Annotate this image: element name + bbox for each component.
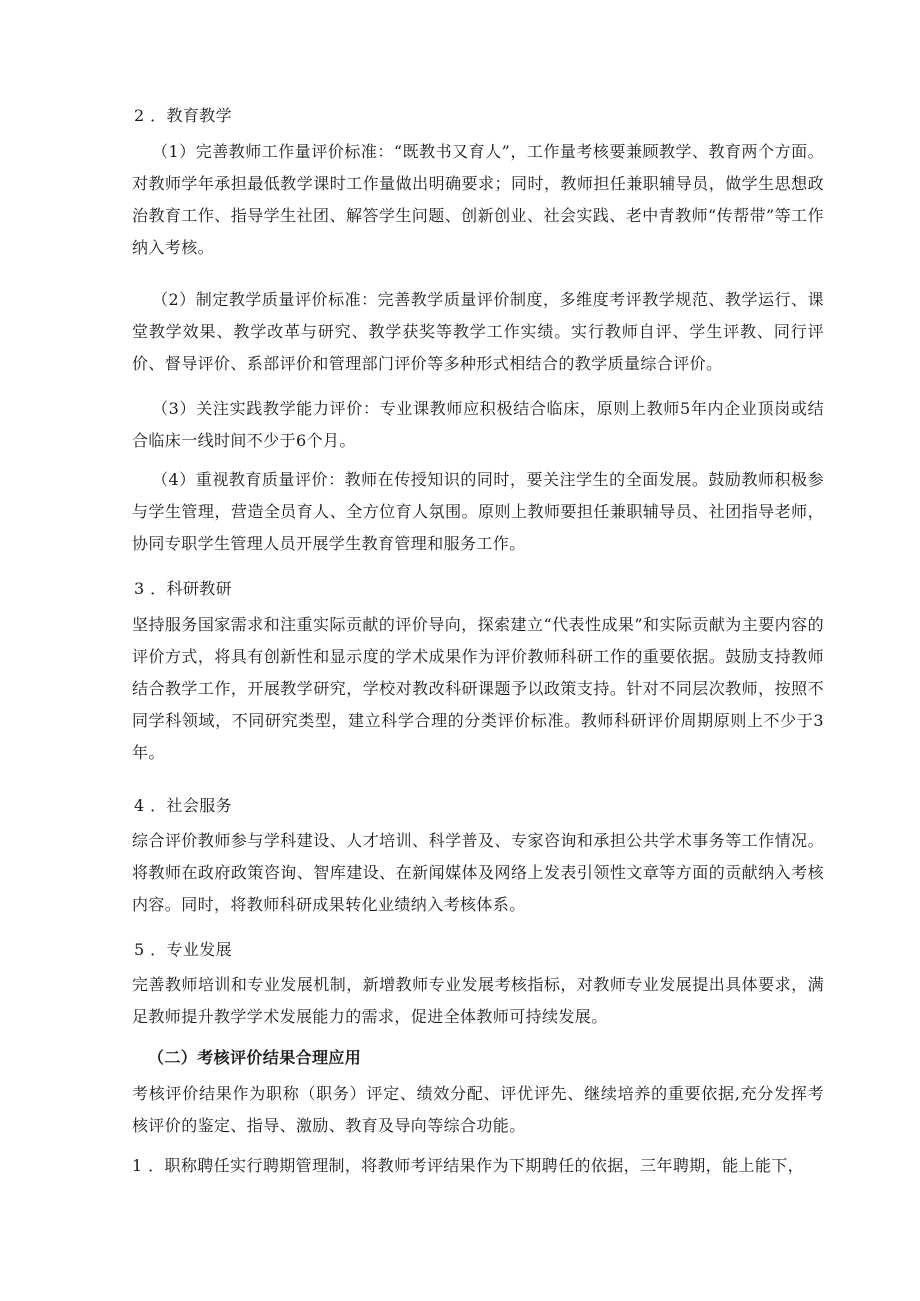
paragraph-education-quality: （4）重视教育质量评价：教师在传授知识的同时，要关注学生的全面发展。鼓励教师积极参与学生管理，营造全员育人、全方位育人氛围。原则上教师要担任兼职辅导员、社团指导老师，协同专职学生管理人员开展学生教育管理和服务工作。	[132, 470, 824, 553]
paragraph-practice-ability: （3）关注实践教学能力评价：专业课教师应积极结合临床，原则上教师5年内企业顶岗或结合临床一线时间不少于6个月。	[132, 399, 824, 450]
section-heading-teaching: 2 ．教育教学	[134, 106, 233, 125]
paragraph-title-appointment: 1 ．职称聘任实行聘期管理制，将教师考评结果作为下期聘任的依据，三年聘期，能上能下，	[132, 1156, 805, 1175]
paragraph-workload: （1）完善教师工作量评价标准：“既教书又育人”，工作量考核要兼顾教学、教育两个方面。对教师学年承担最低教学课时工作量做出明确要求；同时，教师担任兼职辅导员，做学生思想政治教育工作、指导学生社团、解答学生问题、创新创业、社会实践、老中青教师“传帮带”等工作纳入考核。	[132, 142, 824, 257]
paragraph-professional-development: 完善教师培训和专业发展机制，新增教师专业发展考核指标，对教师专业发展提出具体要求，满足教师提升教学学术发展能力的需求，促进全体教师可持续发展。	[132, 975, 824, 1026]
paragraph-social-service: 综合评价教师参与学科建设、人才培训、科学普及、专家咨询和承担公共学术事务等工作情况。将教师在政府政策咨询、智库建设、在新闻媒体及网络上发表引领性文章等方面的贡献纳入考核内容。同时，将教师科研成果转化业绩纳入考核体系。	[132, 831, 824, 914]
part-heading-results-application: （二）考核评价结果合理应用	[148, 1048, 362, 1067]
section-heading-social-service: 4 ．社会服务	[134, 796, 233, 815]
paragraph-results-application: 考核评价结果作为职称（职务）评定、绩效分配、评优评先、继续培养的重要依据,充分发挥考核评价的鉴定、指导、激励、教育及导向等综合功能。	[132, 1084, 824, 1135]
paragraph-teaching-quality: （2）制定教学质量评价标准：完善教学质量评价制度，多维度考评教学规范、教学运行、课堂教学效果、教学改革与研究、教学获奖等教学工作实绩。实行教师自评、学生评教、同行评价、督导评价、系部评价和管理部门评价等多种形式相结合的教学质量综合评价。	[132, 290, 824, 373]
paragraph-research: 坚持服务国家需求和注重实际贡献的评价导向，探索建立“代表性成果”和实际贡献为主要内容的评价方式，将具有创新性和显示度的学术成果作为评价教师科研工作的重要依据。鼓励支持教师结合教学工作，开展教学研究，学校对教改科研课题予以政策支持。针对不同层次教师，按照不同学科领域，不同研究类型，建立科学合理的分类评价标准。教师科研评价周期原则上不少于3年。	[132, 615, 824, 762]
section-heading-professional-development: 5 ．专业发展	[134, 940, 233, 959]
section-heading-research: 3 ．科研教研	[134, 579, 233, 598]
